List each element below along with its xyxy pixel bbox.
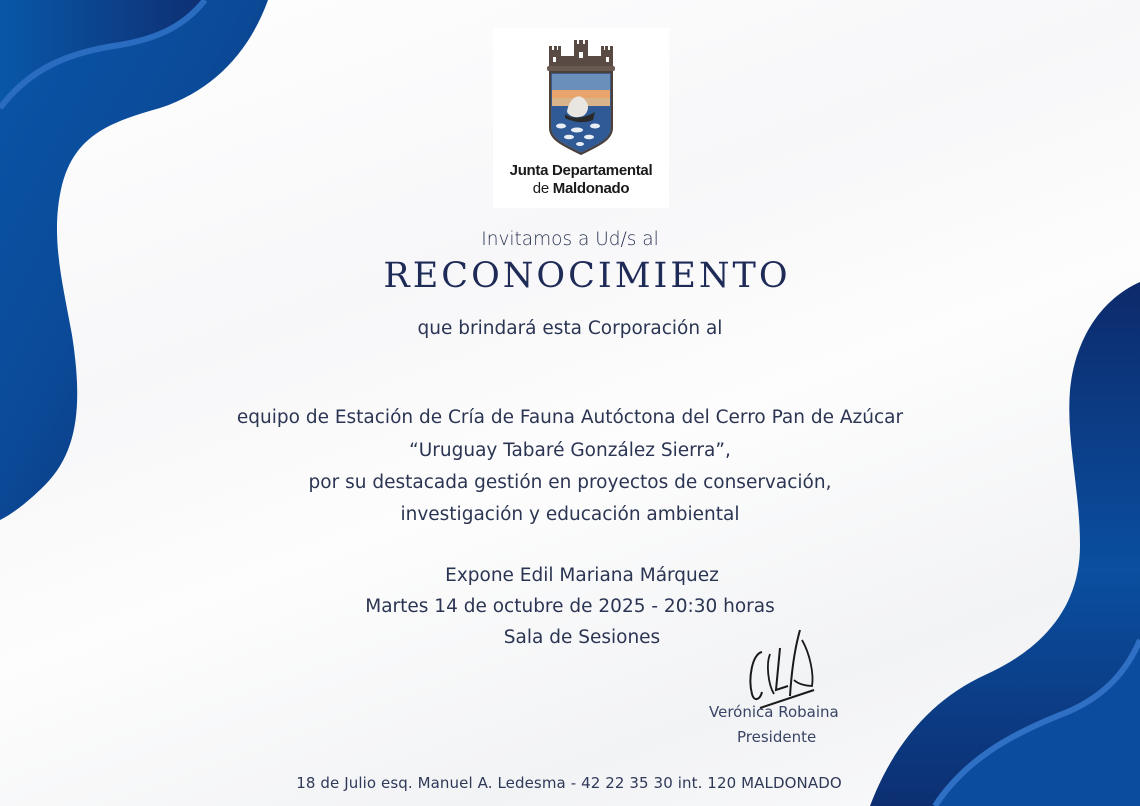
signatory-role: Presidente — [737, 728, 817, 746]
footer-address: 18 de Julio esq. Manuel A. Ledesma - 42 22 35 30 int. 120 MALDONADO — [296, 774, 842, 792]
invitation-title: RECONOCIMIENTO — [383, 256, 791, 296]
organization-name-line1: Junta Departamental — [509, 162, 653, 179]
honoree-line: por su destacada gestión en proyectos de conservación, — [308, 472, 832, 493]
event-location: Sala de Sesiones — [503, 627, 661, 648]
organization-name-line2 — [493, 180, 669, 197]
honoree-line: “Uruguay Tabaré González Sierra”, — [409, 440, 731, 461]
organization-name-prefix: de — [532, 180, 549, 197]
invitation-subtitle: que brindará esta Corporación al — [417, 318, 723, 339]
organization-name-bold: Maldonado — [552, 180, 630, 197]
coat-of-arms-icon — [547, 40, 615, 160]
invitation-intro: Invitamos a Ud/s al — [481, 229, 659, 250]
honoree-line: equipo de Estación de Cría de Fauna Autóctona del Cerro Pan de Azúcar — [236, 407, 904, 428]
organization-logo — [493, 28, 669, 208]
signatory-name: Verónica Robaina — [709, 703, 839, 721]
event-datetime: Martes 14 de octubre de 2025 - 20:30 horas — [365, 596, 775, 617]
event-speaker: Expone Edil Mariana Márquez — [445, 565, 719, 586]
honoree-line: investigación y educación ambiental — [400, 504, 740, 525]
